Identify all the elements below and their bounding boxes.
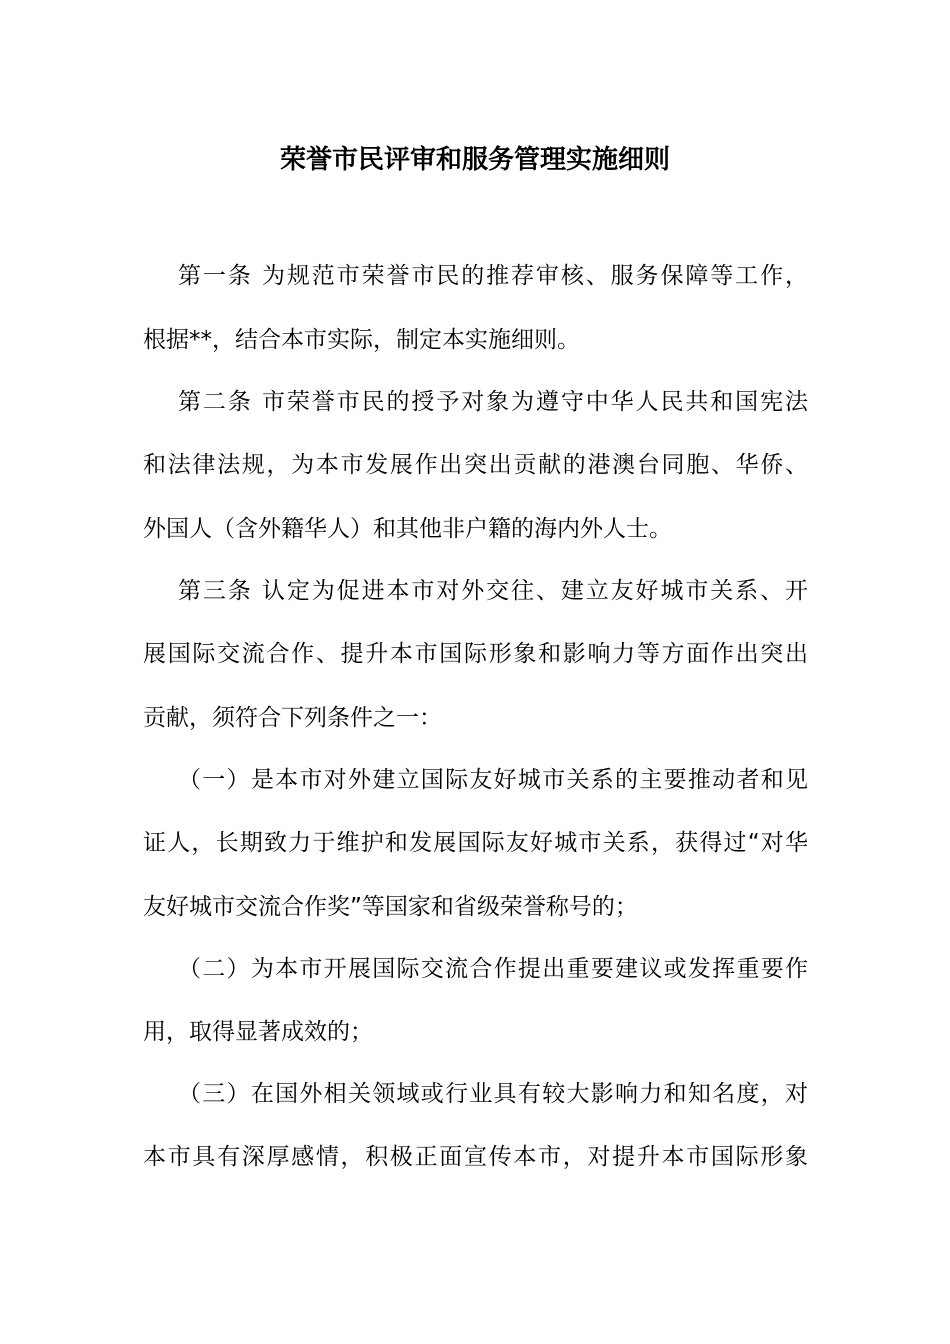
list-item-line-1: （一）是本市对外建立国际友好城市关系的主要推动者和见 [178,767,808,793]
paragraph-line: 贡献，须符合下列条件之一： [143,705,442,731]
paragraph-line-article-3: 第三条 认定为促进本市对外交往、建立友好城市关系、开 [178,578,808,604]
paragraph-line: 用，取得显著成效的； [143,1019,373,1045]
paragraph-line-article-2: 第二条 市荣誉市民的授予对象为遵守中华人民共和国宪法 [178,389,808,415]
document-title: 荣誉市民评审和服务管理实施细则 [279,145,670,175]
paragraph-line-article-1: 第一条 为规范市荣誉市民的推荐审核、服务保障等工作， [178,263,808,289]
list-item-line-2: （二）为本市开展国际交流合作提出重要建议或发挥重要作 [178,956,808,982]
paragraph-line: 本市具有深厚感情，积极正面宣传本市，对提升本市国际形象 [143,1144,808,1170]
paragraph-line: 根据**，结合本市实际，制定本实施细则。 [143,327,580,353]
paragraph-line: 证人，长期致力于维护和发展国际友好城市关系，获得过“对华 [143,830,808,856]
paragraph-line: 展国际交流合作、提升本市国际形象和影响力等方面作出突出 [143,641,808,667]
list-item-line-3: （三）在国外相关领域或行业具有较大影响力和知名度，对 [178,1081,808,1107]
paragraph-line: 和法律法规，为本市发展作出突出贡献的港澳台同胞、华侨、 [143,452,808,478]
paragraph-line: 友好城市交流合作奖”等国家和省级荣誉称号的； [143,894,638,920]
paragraph-line: 外国人（含外籍华人）和其他非户籍的海内外人士。 [143,516,672,542]
